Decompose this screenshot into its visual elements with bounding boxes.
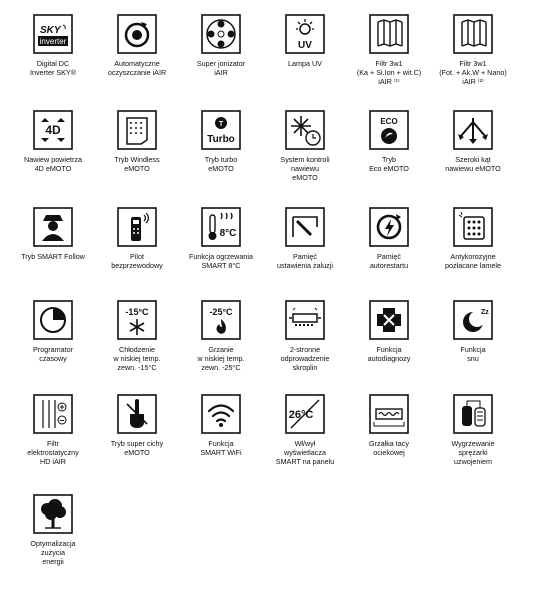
- feature-label-line: Inverter SKY®: [29, 68, 77, 77]
- feature-label: [97, 59, 177, 77]
- feature-label: [265, 345, 345, 372]
- feature-energy-optimization: [13, 494, 93, 566]
- feature-label-line: SMART na panelu: [275, 457, 335, 466]
- feature-label-line: Nawiew powietrza: [24, 155, 82, 164]
- feature-label-line: Super jonizator: [196, 59, 246, 68]
- feature-label-line: Filtr 3w1: [375, 59, 403, 68]
- feature-sky-inverter: [13, 14, 93, 77]
- feature-label: [181, 439, 261, 457]
- feature-label-line: autorestartu: [369, 261, 409, 270]
- feature-label: [349, 155, 429, 173]
- energy-optimization-icon: [33, 494, 73, 534]
- feature-label-line: autodiagnozy: [367, 354, 411, 363]
- heating-8c-icon: [201, 207, 241, 247]
- feature-wifi: [181, 394, 261, 457]
- autorestart-icon: [369, 207, 409, 247]
- feature-compressor: [433, 394, 513, 466]
- eco-mode-icon: [369, 110, 409, 150]
- feature-label-line: eMOTO: [208, 164, 234, 173]
- drip-tray-heater-icon: [369, 394, 409, 434]
- svg-text:+: +: [59, 402, 65, 412]
- feature-louver-memory: [265, 207, 345, 270]
- electrostatic-filter-icon: [33, 394, 73, 434]
- autodiagnosis-icon: [369, 300, 409, 340]
- feature-label-line: odprowadzenie: [280, 354, 330, 363]
- feature-label-line: Automatyczne: [114, 59, 160, 68]
- feature-label: [181, 345, 261, 372]
- feature-label-line: iAIR ⁽²⁾: [462, 77, 484, 86]
- feature-label: [349, 439, 429, 457]
- feature-label: [13, 155, 93, 173]
- feature-timer: [13, 300, 93, 363]
- svg-text:4D: 4D: [45, 123, 61, 137]
- compressor-silencer-icon: [453, 394, 493, 434]
- auto-clean-iair-icon: [117, 14, 157, 54]
- super-quiet-icon: [117, 394, 157, 434]
- feature-label: [181, 252, 261, 270]
- feature-label-line: nawiewu: [291, 164, 319, 173]
- feature-label-line: zewn. -15°C: [117, 363, 157, 372]
- feature-label: [13, 439, 93, 466]
- feature-label-line: Filtr 3w1: [459, 59, 487, 68]
- airflow-control-icon: [285, 110, 325, 150]
- feature-label: [265, 439, 345, 466]
- feature-autorestart: [349, 207, 429, 270]
- feature-autodiagnosis: [349, 300, 429, 363]
- feature-smart-follow: [13, 207, 93, 261]
- feature-sleep: [433, 300, 513, 363]
- feature-auto-clean: [97, 14, 177, 77]
- feature-label-line: Tryb: [381, 155, 397, 164]
- feature-label: [349, 59, 429, 86]
- feature-label-line: Szeroki kąt: [455, 155, 491, 164]
- feature-remote: [97, 207, 177, 270]
- filter-3in1-b-icon: [453, 14, 493, 54]
- feature-label: [349, 345, 429, 363]
- feature-label-line: sprężarki: [458, 448, 488, 457]
- feature-label-line: Tryb super cichy: [110, 439, 164, 448]
- svg-text:inverter: inverter: [39, 37, 67, 46]
- svg-text:Zz: Zz: [481, 309, 489, 316]
- svg-text:-25°C: -25°C: [209, 307, 233, 317]
- filter-3in1-a-icon: [369, 14, 409, 54]
- feature-label-line: eMOTO: [292, 173, 318, 182]
- feature-windless: [97, 110, 177, 173]
- sleep-icon: [453, 300, 493, 340]
- feature-label-line: energii: [42, 557, 64, 566]
- feature-label: [433, 59, 513, 86]
- cooling-15-icon: [117, 300, 157, 340]
- feature-label: [13, 252, 93, 261]
- feature-heating-25: [181, 300, 261, 372]
- feature-label-line: elektrostatyczny: [27, 448, 79, 457]
- svg-text:ECO: ECO: [380, 117, 398, 126]
- feature-label-line: (Fot. + Ak.W + Nano): [439, 68, 507, 77]
- feature-label: [181, 59, 261, 77]
- feature-label-line: Chłodzenie: [119, 345, 155, 354]
- drain-icon: [285, 300, 325, 340]
- feature-label-line: eMOTO: [124, 164, 150, 173]
- feature-label-line: pozłacane lamele: [445, 261, 501, 270]
- feature-label-line: Programator: [33, 345, 73, 354]
- uv-lamp-icon: [285, 14, 325, 54]
- feature-label-line: zużycia: [41, 548, 65, 557]
- feature-label: [13, 345, 93, 363]
- svg-text:26°C: 26°C: [288, 409, 314, 421]
- remote-control-icon: [117, 207, 157, 247]
- feature-airflow-control: [265, 110, 345, 182]
- feature-label: [181, 155, 261, 173]
- svg-text:T: T: [218, 121, 224, 128]
- feature-label-line: Filtr: [47, 439, 59, 448]
- feature-label-line: SMART WiFi: [200, 448, 242, 457]
- feature-label-line: Grzałka tacy: [369, 439, 409, 448]
- feature-label-line: Pilot: [130, 252, 144, 261]
- feature-heating-8c: [181, 207, 261, 270]
- feature-label-line: bezprzewodowy: [111, 261, 163, 270]
- feature-label-line: eMOTO: [124, 448, 150, 457]
- feature-label-line: skroplin: [292, 363, 318, 372]
- feature-anticorrosion: [433, 207, 513, 270]
- feature-label-line: SMART 8°C: [201, 261, 241, 270]
- svg-text:SKY: SKY: [40, 25, 61, 36]
- windless-icon: [117, 110, 157, 150]
- feature-label-line: Eco eMOTO: [369, 164, 409, 173]
- feature-label-line: Tryb turbo: [204, 155, 238, 164]
- feature-eco: [349, 110, 429, 173]
- wifi-icon: [201, 394, 241, 434]
- feature-label-line: Grzanie: [208, 345, 234, 354]
- feature-label-line: Funkcja: [376, 345, 402, 354]
- feature-label-line: System kontroli: [280, 155, 330, 164]
- feature-label-line: Funkcja: [460, 345, 486, 354]
- sky-inverter-icon: [33, 14, 73, 54]
- feature-label-line: Funkcja ogrzewania: [189, 252, 253, 261]
- feature-drain: [265, 300, 345, 372]
- feature-label-line: w niskiej temp.: [113, 354, 161, 363]
- feature-label: [349, 252, 429, 270]
- feature-label-line: czasowy: [39, 354, 67, 363]
- svg-text:Turbo: Turbo: [207, 134, 235, 145]
- wide-angle-icon: [453, 110, 493, 150]
- feature-label-line: Pamięć: [293, 252, 317, 261]
- svg-text:UV: UV: [298, 40, 312, 51]
- feature-label-line: Wygrzewanie: [451, 439, 495, 448]
- feature-label-line: Pamięć: [377, 252, 401, 261]
- smart-follow-icon: [33, 207, 73, 247]
- feature-label-line: Tryb SMART Follow: [21, 252, 85, 261]
- feature-label-line: Antykorozyjne: [450, 252, 496, 261]
- feature-label-line: iAIR: [214, 68, 228, 77]
- feature-label: [433, 155, 513, 173]
- feature-label-line: w niskiej temp.: [197, 354, 245, 363]
- feature-label-line: ustawienia żaluzji: [277, 261, 333, 270]
- feature-ionizer: [181, 14, 261, 77]
- feature-4d: [13, 110, 93, 173]
- anticorrosion-icon: [453, 207, 493, 247]
- feature-label-line: zewn. -25°C: [201, 363, 241, 372]
- feature-label-line: 2-stronne: [289, 345, 321, 354]
- feature-label: [13, 59, 93, 77]
- feature-electrostatic-filter: [13, 394, 93, 466]
- feature-label: [97, 252, 177, 270]
- feature-label: [433, 345, 513, 363]
- timer-icon: [33, 300, 73, 340]
- feature-super-quiet: [97, 394, 177, 457]
- 4d-airflow-icon: [33, 110, 73, 150]
- feature-label-line: wyświetlacza: [284, 448, 326, 457]
- feature-label-line: uzwojeniem: [454, 457, 492, 466]
- feature-label: [97, 345, 177, 372]
- display-icon: [285, 394, 325, 434]
- feature-label-line: (Ka + Si.Ion + wit.C): [356, 68, 422, 77]
- feature-label-line: HD iAIR: [40, 457, 66, 466]
- feature-label-line: 4D eMOTO: [34, 164, 72, 173]
- feature-wide-angle: [433, 110, 513, 173]
- feature-label: [97, 439, 177, 457]
- feature-label-line: ociekowej: [373, 448, 405, 457]
- feature-label: [433, 439, 513, 466]
- feature-filter-a: [349, 14, 429, 86]
- feature-display: [265, 394, 345, 466]
- feature-label-line: Lampa UV: [288, 59, 322, 68]
- ionizer-icon: [201, 14, 241, 54]
- feature-label-line: Optymalizacja: [30, 539, 76, 548]
- svg-text:8°C: 8°C: [219, 228, 237, 239]
- feature-turbo: [181, 110, 261, 173]
- feature-label: [265, 252, 345, 270]
- feature-label: [433, 252, 513, 270]
- feature-label: [265, 59, 345, 68]
- feature-cooling-15: [97, 300, 177, 372]
- feature-label-line: Digital DC: [36, 59, 70, 68]
- feature-label-line: Funkcja: [208, 439, 234, 448]
- feature-label-line: Wł/wył: [294, 439, 316, 448]
- feature-label-line: oczyszczanie iAIR: [107, 68, 167, 77]
- feature-drip-tray-heater: [349, 394, 429, 457]
- feature-label-line: snu: [467, 354, 479, 363]
- feature-label-line: Tryb Windless: [114, 155, 160, 164]
- feature-label: [13, 539, 93, 566]
- feature-label: [265, 155, 345, 182]
- louver-memory-icon: [285, 207, 325, 247]
- svg-text:–: –: [59, 415, 65, 425]
- feature-label: [97, 155, 177, 173]
- svg-text:-15°C: -15°C: [125, 307, 149, 317]
- turbo-icon: [201, 110, 241, 150]
- feature-label-line: iAIR ⁽¹⁾: [378, 77, 400, 86]
- feature-uv-lamp: [265, 14, 345, 68]
- feature-filter-b: [433, 14, 513, 86]
- heating-25-icon: [201, 300, 241, 340]
- feature-label-line: nawiewu eMOTO: [445, 164, 501, 173]
